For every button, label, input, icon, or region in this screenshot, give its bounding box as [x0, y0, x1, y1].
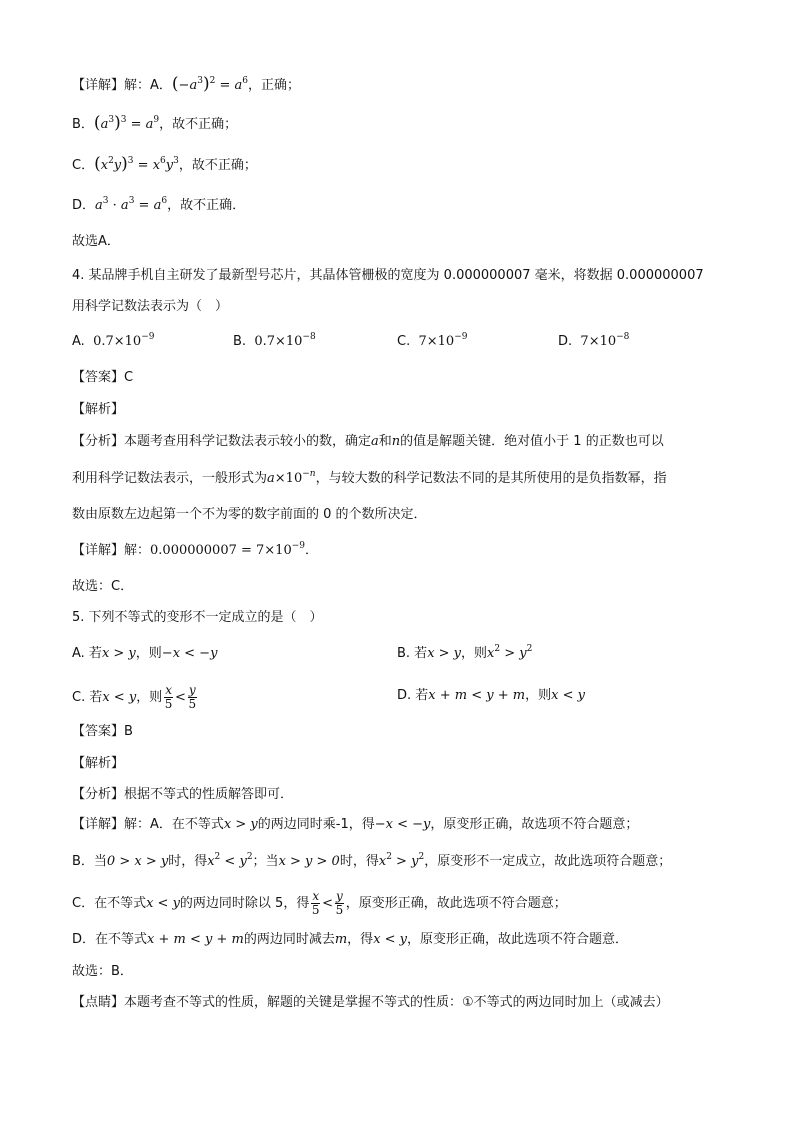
- q5-detail-d: D．在不等式x + m < y + m的两边同时减去m，得x < y，原变形正确，故此选项不符合题意．: [72, 932, 629, 947]
- q3-detail-c: C．$(x^2y)^3 = x^6y^3$，故不正确；: [72, 154, 257, 174]
- q5-option-a: A. 若x > y，则−x < −y: [72, 646, 218, 661]
- math-var: a: [189, 78, 198, 93]
- q4-option-d: D. $7\times 10^{-8}$: [558, 332, 630, 349]
- fraction: $\frac{y}{5}$: [188, 683, 197, 711]
- q5-detail-c: C．在不等式x < y的两边同时除以 5，得 $\frac{x}{5}$ < $\frac{y}{5}$ ，原变形正确，故此选项不符合题意；: [72, 889, 567, 917]
- q4-option-b: B. $0.7\times 10^{-8}$: [233, 332, 316, 349]
- q4-option-a: A. $0.7\times 10^{-9}$: [72, 332, 155, 349]
- q4-answer: 【答案】C: [72, 370, 134, 385]
- q4-option-c: C. $7\times 10^{-9}$: [397, 332, 468, 349]
- q4-analysis-line3: 数由原数左边起第一个不为零的数字前面的 0 的个数所决定．: [72, 507, 427, 522]
- q5-option-d: D. 若x + m < y + m，则x < y: [397, 688, 585, 703]
- q4-analysis-heading: 【解析】: [72, 402, 125, 417]
- q3-detail-b: B．$(a^3)^3 = a^9$，故不正确；: [72, 113, 238, 133]
- q3-detail-d: D．$a^3 \cdot a^3 = a^6$，故不正确．: [72, 196, 246, 213]
- q4-detail: 【详解】解：$0.000000007 = 7\times 10^{-9}$．: [72, 541, 319, 558]
- fraction: $\frac{x}{5}$: [311, 889, 320, 917]
- q5-choose: 故选：B．: [72, 964, 133, 979]
- q5-option-c: C. 若x < y，则 $\frac{x}{5}$ < $\frac{y}{5}$: [72, 683, 197, 711]
- q4-stem-line1: 4. 某品牌手机自主研发了最新型号芯片，其晶体管栅极的宽度为 0.000000007 毫米，将数据 0.000000007: [72, 268, 704, 283]
- q5-detail-b: B．当0 > x > y时，得$x^2 < y^2$；当x > y > 0时，得$x^2 > y^2$，原变形不一定成立，故此选项符合题意；: [72, 852, 672, 869]
- exponent: 2: [209, 76, 216, 86]
- q4-stem-line2: 用科学记数法表示为（ ）: [72, 299, 229, 314]
- q4-analysis-line1: 【分析】本题考查用科学记数法表示较小的数，确定a和n的值是解题关键．绝对值小于 1 的正数也可以: [72, 434, 664, 449]
- q5-answer: 【答案】B: [72, 724, 133, 739]
- q5-stem: 5. 下列不等式的变形不一定成立的是（ ）: [72, 610, 323, 625]
- q3-detail-a: 【详解】解：A．$(-a^3)^2 = a^6$，正确；: [72, 74, 301, 94]
- q5-comment: 【点睛】本题考查不等式的性质，解题的关键是掌握不等式的性质：①不等式的两边同时加上（或减去）: [72, 995, 669, 1010]
- q5-option-b: B. 若x > y，则$x^2 > y^2$: [397, 644, 533, 661]
- exponent: 3: [197, 76, 203, 86]
- q4-choose: 故选：C．: [72, 579, 134, 594]
- q5-detail-a: 【详解】解：A．在不等式x > y的两边同时乘-1，得−x < −y，原变形正确，故选项不符合题意；: [72, 817, 639, 832]
- text: 【详解】解：A．: [72, 78, 172, 93]
- paren: (: [171, 74, 179, 94]
- fraction: $\frac{y}{5}$: [335, 889, 344, 917]
- fraction: $\frac{x}{5}$: [164, 683, 173, 711]
- q4-analysis-line2: 利用科学记数法表示，一般形式为$a\times 10^{-n}$，与较大数的科学记数法不同的是其所使用的是负指数幂，指: [72, 469, 667, 486]
- q3-choose: 故选A．: [72, 234, 120, 249]
- q5-analysis-heading: 【解析】: [72, 756, 125, 771]
- q5-analysis: 【分析】根据不等式的性质解答即可．: [72, 787, 294, 802]
